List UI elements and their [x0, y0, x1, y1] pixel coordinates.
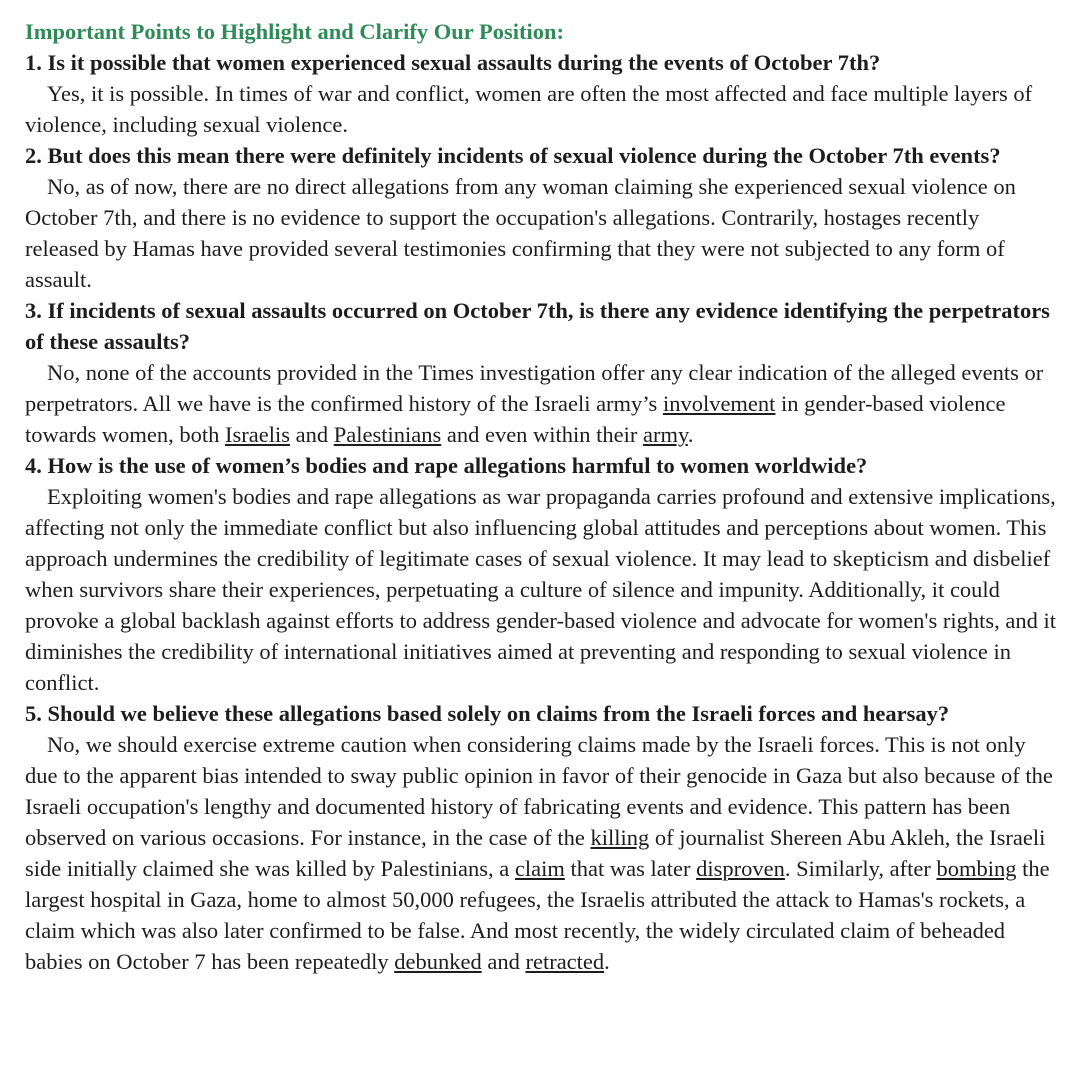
- text-run: No, as of now, there are no direct allegations from any woman claiming she experienced sexual violence on October 7th, and there is no evidence to support the occupation's allegations. Contrarily, hostages recently released by Hamas have provided several testimonies confirming that they were not subjected to any form of assault.: [25, 174, 1016, 292]
- text-run: and even within their: [441, 422, 644, 447]
- inline-link[interactable]: Palestinians: [333, 422, 442, 447]
- question-1: [25, 47, 1056, 78]
- inline-link[interactable]: Israelis: [224, 422, 290, 447]
- text-run: 4. How is the use of women’s bodies and rape allegations harmful to women worldwide?: [25, 453, 868, 478]
- inline-link[interactable]: claim: [514, 856, 565, 881]
- inline-link[interactable]: killing: [590, 825, 650, 850]
- section-heading: [25, 16, 1056, 47]
- question-3: [25, 140, 1056, 171]
- inline-link[interactable]: bombing: [936, 856, 1017, 881]
- text-run: .: [604, 949, 610, 974]
- text-run: Important Points to Highlight and Clarify Our Position:: [25, 19, 565, 44]
- text-run: No, none of the accounts provided in the Times investigation offer any clear indication of the alleged events or perpetrators. All we have is the confirmed history of the Israeli army’s: [25, 360, 1044, 416]
- answer-8: [25, 481, 1056, 698]
- question-7: [25, 450, 1056, 481]
- text-run: of journalist Shereen Abu Akleh, the Israeli side initially claimed she was killed by Palestinians, a: [25, 825, 1046, 881]
- text-run: and: [481, 949, 526, 974]
- text-run: Exploiting women's bodies and rape allegations as war propaganda carries profound and extensive implications, affecting not only the immediate conflict but also influencing global attitudes and perceptions about women. This approach undermines the credibility of legitimate cases of sexual violence. It may lead to skepticism and disbelief when survivors share their experiences, perpetuating a culture of silence and impunity. Additionally, it could provoke a global backlash against efforts to address gender-based violence and advocate for women's rights, and it diminishes the credibility of international initiatives aimed at preventing and responding to sexual violence in conflict.: [25, 484, 1056, 695]
- text-run: No, we should exercise extreme caution when considering claims made by the Israeli forces. This is not only due to the apparent bias intended to sway public opinion in favor of their genocide in Gaza but also because of the Israeli occupation's lengthy and documented history of fabricating events and evidence. This pattern has been observed on various occasions. For instance, in the case of the: [25, 732, 1053, 850]
- text-run: . Similarly, after: [784, 856, 937, 881]
- text-run: the largest hospital in Gaza, home to almost 50,000 refugees, the Israelis attributed the attack to Hamas's rockets, a claim which was also later confirmed to be false. And most recently, the widely circulated claim of beheaded babies on October 7 has been repeatedly: [25, 856, 1050, 974]
- question-5: [25, 295, 1056, 357]
- inline-link[interactable]: retracted: [525, 949, 605, 974]
- inline-link[interactable]: army: [643, 422, 688, 447]
- answer-2: [25, 78, 1056, 140]
- answer-6: [25, 357, 1056, 450]
- text-run: 2. But does this mean there were definitely incidents of sexual violence during the October 7th events?: [25, 143, 1001, 168]
- text-run: Yes, it is possible. In times of war and conflict, women are often the most affected and face multiple layers of violence, including sexual violence.: [25, 81, 1033, 137]
- text-run: and: [289, 422, 334, 447]
- question-9: [25, 698, 1056, 729]
- text-run: .: [687, 422, 694, 447]
- text-run: that was later: [564, 856, 697, 881]
- answer-10: [25, 729, 1056, 977]
- inline-link[interactable]: involvement: [662, 391, 776, 416]
- text-run: 5. Should we believe these allegations based solely on claims from the Israeli forces and hearsay?: [25, 701, 950, 726]
- inline-link[interactable]: disproven: [696, 856, 785, 881]
- answer-4: [25, 171, 1056, 295]
- text-run: 1. Is it possible that women experienced sexual assaults during the events of October 7th?: [25, 50, 881, 75]
- inline-link[interactable]: debunked: [394, 949, 482, 974]
- text-run: in gender-based violence towards women, both: [25, 391, 1006, 447]
- text-run: 3. If incidents of sexual assaults occurred on October 7th, is there any evidence identifying the perpetrators of these assaults?: [25, 298, 1050, 354]
